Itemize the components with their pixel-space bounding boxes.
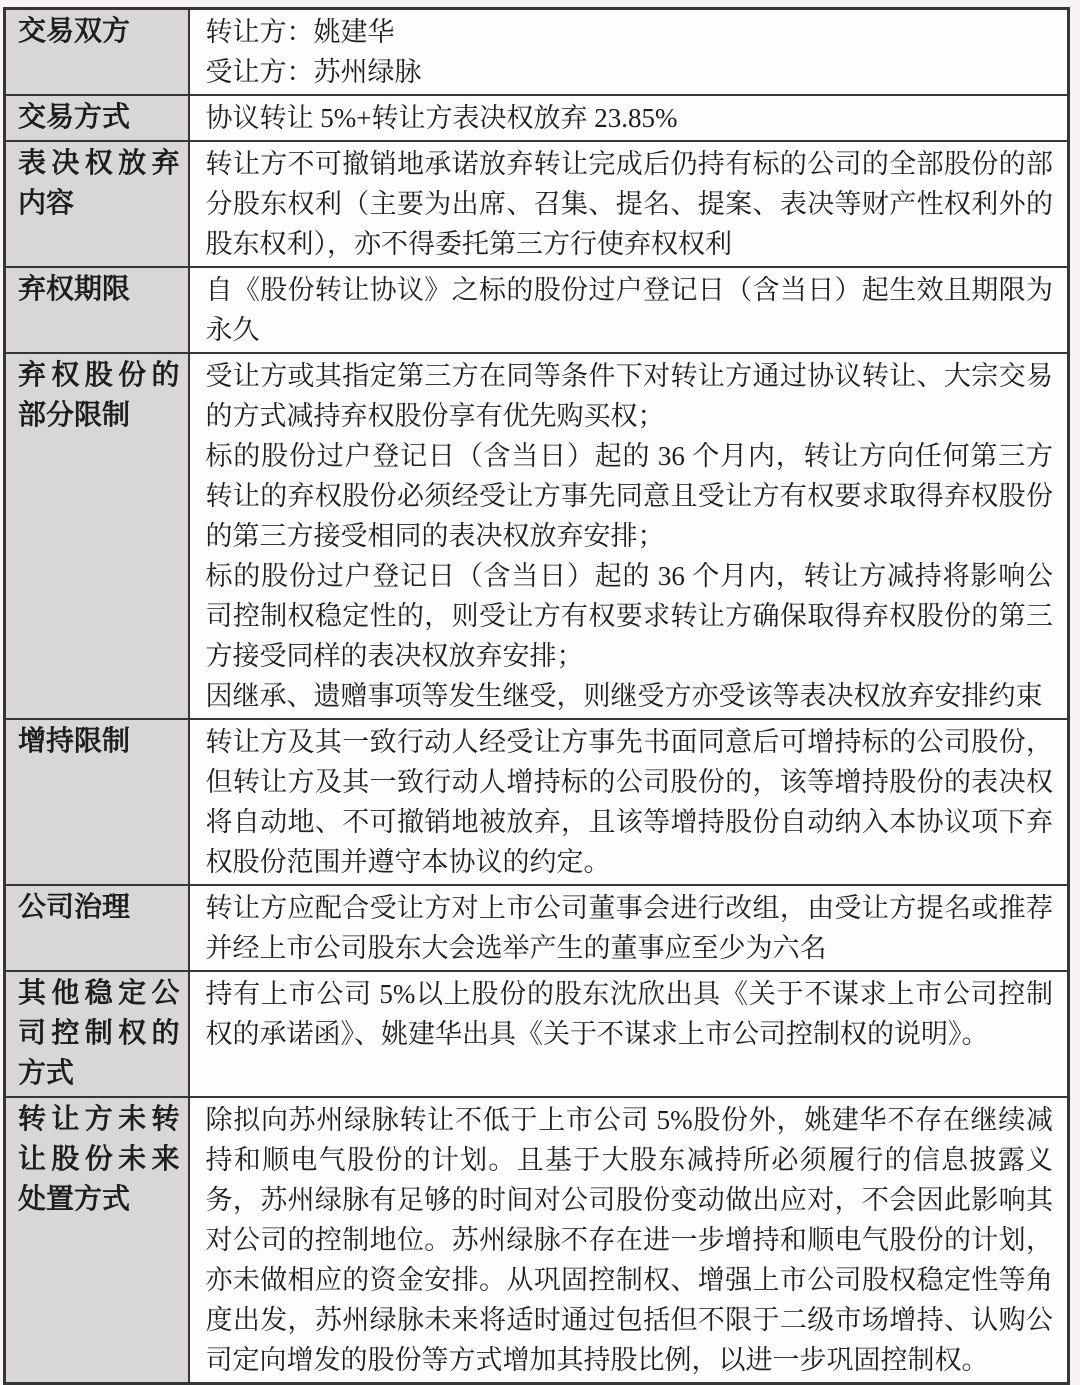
table-row <box>5 353 1069 719</box>
row-content <box>189 885 1069 971</box>
row-content <box>189 1097 1069 1384</box>
row-content <box>189 9 1069 96</box>
row-label: 交易双方 <box>5 9 189 96</box>
row-label: 弃权期限 <box>5 267 189 353</box>
table-row <box>5 141 1069 267</box>
content-paragraph: 标的股份过户登记日（含当日）起的 36 个月内，转让方减持将影响公司控制权稳定性的，则受让方有权要求转让方确保取得弃权股份的第三方接受同样的表决权放弃安排； <box>205 561 1053 671</box>
content-paragraph: 除拟向苏州绿脉转让不低于上市公司 5%股份外，姚建华不存在继续减持和顺电气股份的计划。且基于大股东减持所必须履行的信息披露义务，苏州绿脉有足够的时间对公司股份变动做出应对，不会因此影响其对公司的控制地位。苏州绿脉不存在进一步增持和顺电气股份的计划，亦未做相应的资金安排。从巩固控制权、增强上市公司股权稳定性等角度出发，苏州绿脉未来将适时通过包括但不限于二级市场增持、认购公司定向增发的股份等方式增加其持股比例，以进一步巩固控制权。 <box>205 1105 1053 1375</box>
content-paragraph: 转让方应配合受让方对上市公司董事会进行改组，由受让方提名或推荐并经上市公司股东大会选举产生的董事应至少为六名 <box>205 893 1053 963</box>
content-paragraph: 受让方或其指定第三方在同等条件下对转让方通过协议转让、大宗交易的方式减持弃权股份享有优先购买权； <box>205 361 1053 431</box>
content-paragraph: 转让方及其一致行动人经受让方事先书面同意后可增持标的公司股份，但转让方及其一致行动人增持标的公司股份的，该等增持股份的表决权将自动地、不可撤销地被放弃，且该等增持股份自动纳入本协议项下弃权股份范围并遵守本协议的约定。 <box>205 727 1053 877</box>
table-row <box>5 885 1069 971</box>
row-content <box>189 719 1069 885</box>
content-paragraph: 受让方：苏州绿脉 <box>205 57 422 87</box>
row-label: 弃权股份的部分限制 <box>5 353 189 719</box>
row-label: 转让方未转让股份未来处置方式 <box>5 1097 189 1384</box>
share-transfer-terms-table <box>3 7 1070 1385</box>
content-paragraph: 持有上市公司 5%以上股份的股东沈欣出具《关于不谋求上市公司控制权的承诺函》、姚建华出具《关于不谋求上市公司控制权的说明》。 <box>205 979 1053 1049</box>
content-paragraph: 转让方不可撤销地承诺放弃转让完成后仍持有标的公司的全部股份的部分股东权利（主要为出席、召集、提名、提案、表决等财产性权利外的股东权利），亦不得委托第三方行使弃权权利 <box>205 149 1053 259</box>
table-row <box>5 9 1069 96</box>
row-label: 其他稳定公司控制权的方式 <box>5 971 189 1097</box>
row-content <box>189 353 1069 719</box>
row-label: 交易方式 <box>5 95 189 141</box>
content-paragraph: 因继承、遗赠事项等发生继受，则继受方亦受该等表决权放弃安排约束 <box>205 681 1043 711</box>
table-row <box>5 971 1069 1097</box>
row-label: 表决权放弃内容 <box>5 141 189 267</box>
row-label: 公司治理 <box>5 885 189 971</box>
row-content <box>189 971 1069 1097</box>
table-row <box>5 719 1069 885</box>
table-row <box>5 1097 1069 1384</box>
row-content <box>189 267 1069 353</box>
content-paragraph: 自《股份转让协议》之标的股份过户登记日（含当日）起生效且期限为永久 <box>205 275 1053 345</box>
row-label: 增持限制 <box>5 719 189 885</box>
content-paragraph: 转让方：姚建华 <box>205 17 395 47</box>
table-row <box>5 95 1069 141</box>
table-row <box>5 267 1069 353</box>
content-paragraph: 标的股份过户登记日（含当日）起的 36 个月内，转让方向任何第三方转让的弃权股份必须经受让方事先同意且受让方有权要求取得弃权股份的第三方接受相同的表决权放弃安排； <box>205 441 1053 551</box>
row-content <box>189 95 1069 141</box>
content-paragraph: 协议转让 5%+转让方表决权放弃 23.85% <box>205 103 678 133</box>
row-content <box>189 141 1069 267</box>
